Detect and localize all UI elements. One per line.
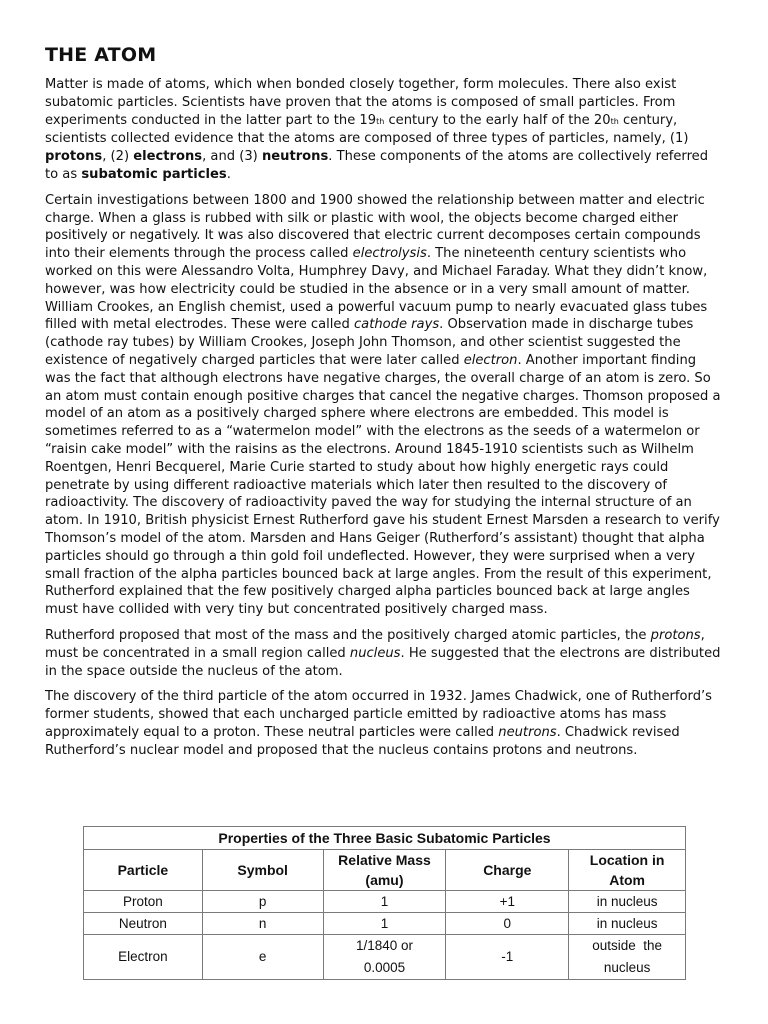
cell-charge: 0	[446, 913, 569, 935]
table-row	[84, 891, 686, 913]
table-row	[84, 913, 686, 935]
header-charge: Charge	[446, 850, 569, 891]
term-protons: protons	[45, 149, 103, 165]
header-symbol: Symbol	[202, 850, 323, 891]
cell-charge: -1	[446, 935, 569, 980]
document-page	[45, 44, 725, 767]
cell-symbol: n	[202, 913, 323, 935]
cell-mass: 1	[323, 913, 446, 935]
cell-symbol: e	[202, 935, 323, 980]
cell-mass: 1	[323, 891, 446, 913]
table-header-row	[84, 850, 686, 891]
paragraph-chadwick: The discovery of the third particle of the atom occurred in 1932. James Chadwick, one of Rutherford’s former students, showed that each uncharged particle emitted by radioactive atoms has mass approximately equal to a proton. These neutral particles were called neutrons. Chadwick revised Rutherford’s nuclear model and proposed that the nucleus contains protons and neutrons.	[45, 689, 712, 758]
cell-particle: Neutron	[84, 913, 203, 935]
term-protons-italic: protons	[650, 627, 701, 643]
cell-charge: +1	[446, 891, 569, 913]
cell-particle: Electron	[84, 935, 203, 980]
term-neutrons: neutrons	[261, 149, 329, 165]
header-location: Location in Atom	[569, 850, 686, 891]
header-relative-mass: Relative Mass (amu)	[323, 850, 446, 891]
subatomic-particles-table	[83, 826, 686, 980]
cell-location: in nucleus	[569, 913, 686, 935]
term-electrons: electrons	[133, 149, 203, 165]
term-neutrons-italic: neutrons	[498, 724, 557, 740]
term-subatomic-particles: subatomic particles	[81, 166, 227, 182]
table-row	[84, 935, 686, 980]
cell-symbol: p	[202, 891, 323, 913]
paragraph-intro: Matter is made of atoms, which when bonded closely together, form molecules. There also exist subatomic particles. Scientists have proven that the atoms is composed of small particles. From experiments conducted in the latter part to the 19th century to the early half of the 20th century, scientists collected evidence that the atoms are composed of three types of particles, namely, (1) protons, (2) electrons, and (3) neutrons. These components of the atoms are collectively referred to as subatomic particles.	[45, 77, 709, 182]
cell-location: in nucleus	[569, 891, 686, 913]
term-electrolysis: electrolysis	[352, 246, 427, 262]
header-particle: Particle	[84, 850, 203, 891]
term-nucleus: nucleus	[349, 645, 401, 661]
paragraph-history: Certain investigations between 1800 and 1900 showed the relationship between matter and electric charge. When a glass is rubbed with silk or plastic with wool, the objects become charged either positively or negatively. It was also discovered that electric current decomposes certain compounds into their elements through the process called electrolysis. The nineteenth century scientists who worked on this were Alessandro Volta, Humphrey Davy, and Michael Faraday. What they didn’t know, however, was how electricity could be studied in the absence or in a very small amount of matter. William Crookes, an English chemist, used a powerful vacuum pump to nearly evacuated glass tubes filled with metal electrodes. These were called cathode rays. Observation made in discharge tubes (cathode ray tubes) by William Crookes, Joseph John Thomson, and other scientist suggested the existence of negatively charged particles that were later called electron. Another important finding was the fact that although electrons have negative charges, the overall charge of an atom is zero. So an atom must contain enough positive charges that cancel the negative charges. Thomson proposed a model of an atom as a positively charged sphere where electrons are embedded. This model is sometimes referred to as a “watermelon model” with the electrons as the seeds of a watermelon or “raisin cake model” with the raisins as the electrons. Around 1845-1910 scientists such as Wilhelm Roentgen, Henri Becquerel, Marie Curie started to study about how highly energetic rays could penetrate by using different radioactive materials which later then resulted to the discovery of radioactivity. The discovery of radioactivity paved the way for studying the internal structure of an atom. In 1910, British physicist Ernest Rutherford gave his student Ernest Marsden a research to verify Thomson’s model of the atom. Marsden and Hans Geiger (Rutherford’s assistant) thought that alpha particles should go through a thin gold foil undeflected. However, they were surprised when a very small fraction of the alpha particles bounced back at large angles. From the result of this experiment, Rutherford explained that the few positively charged alpha particles bounced back at large angles must have collided with very tiny but concentrated positively charged mass.	[45, 192, 721, 618]
paragraph-rutherford: Rutherford proposed that most of the mass and the positively charged atomic particles, the protons, must be concentrated in a small region called nucleus. He suggested that the electrons are distributed in the space outside the nucleus of the atom.	[45, 627, 721, 679]
cell-mass: 1/1840 or 0.0005	[323, 935, 446, 980]
table-caption: Properties of the Three Basic Subatomic Particles	[84, 827, 686, 850]
term-electron: electron	[463, 352, 518, 368]
cell-location: outside the nucleus	[569, 935, 686, 980]
page-title: THE ATOM	[45, 44, 157, 66]
cell-particle: Proton	[84, 891, 203, 913]
term-cathode-rays: cathode rays	[353, 317, 440, 333]
